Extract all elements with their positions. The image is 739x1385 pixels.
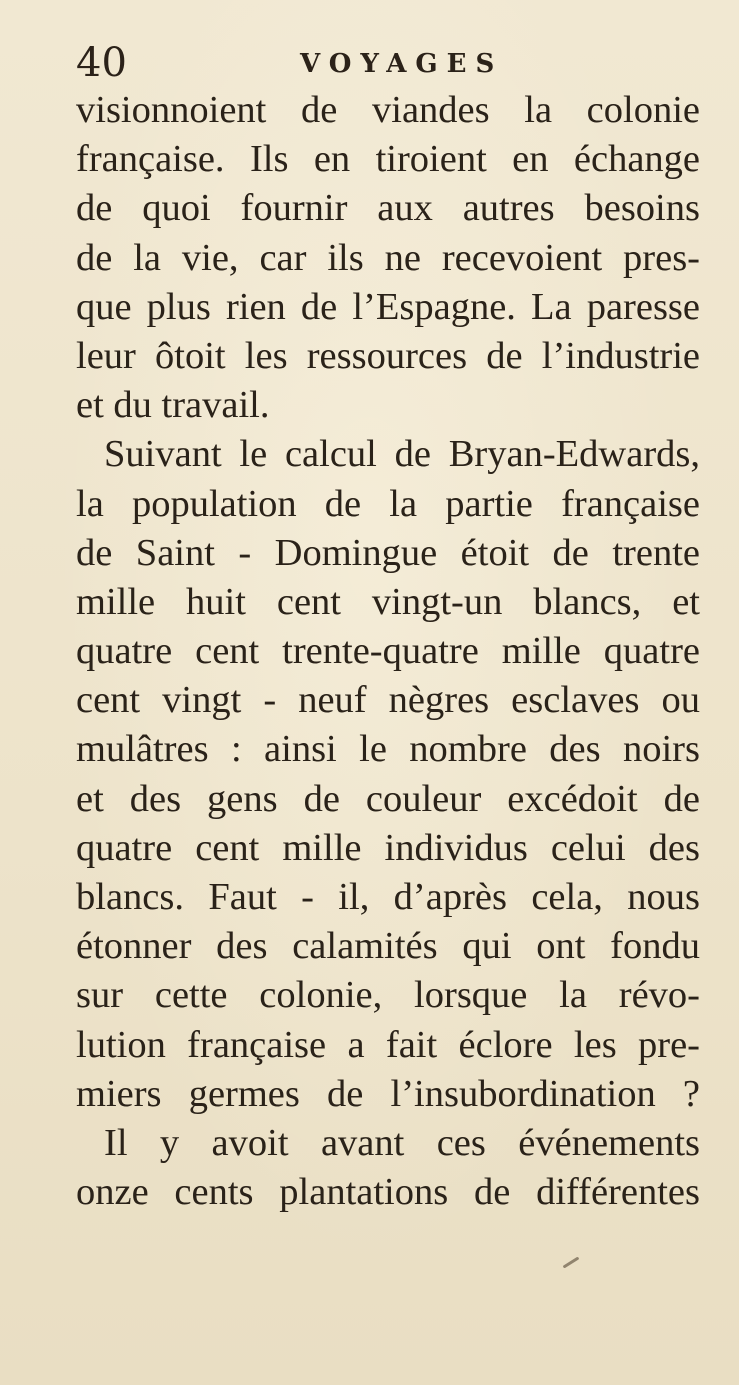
- text-line: française. Ils en tiroient en échange: [76, 138, 700, 181]
- page-header: [76, 38, 696, 88]
- text-line: miers germes de l’insubordination ?: [76, 1072, 700, 1115]
- text-line: sur cette colonie, lorsque la révo-: [76, 974, 700, 1017]
- text-line: que plus rien de l’Espagne. La paresse: [76, 285, 700, 328]
- text-line: de Saint - Domingue étoit de trente: [76, 531, 700, 574]
- text-line: quatre cent mille individus celui des: [76, 826, 700, 869]
- text-line: blancs. Faut - il, d’après cela, nous: [76, 876, 700, 918]
- text-line: cent vingt - neuf nègres esclaves ou: [76, 679, 700, 722]
- paragraph-start-line: Suivant le calcul de Bryan-Edwards,: [104, 433, 700, 476]
- ink-mark: [563, 1256, 580, 1268]
- text-line: quatre cent trente-quatre mille quatre: [76, 630, 700, 673]
- text-line: étonner des calamités qui ont fondu: [76, 925, 700, 968]
- text-line: onze cents plantations de différentes: [76, 1171, 700, 1214]
- text-line: et des gens de couleur excédoit de: [76, 777, 700, 820]
- text-line: la population de la partie française: [76, 482, 700, 525]
- text-line: visionnoient de viandes la colonie: [76, 89, 700, 131]
- paragraph-start-line: Il y avoit avant ces événements: [104, 1121, 700, 1164]
- text-line: et du travail.: [76, 384, 270, 427]
- text-line: mille huit cent vingt-un blancs, et: [76, 580, 700, 623]
- text-line: de la vie, car ils ne recevoient pres-: [76, 236, 700, 279]
- text-line: mulâtres : ainsi le nombre des noirs: [76, 728, 700, 771]
- text-line: lution française a fait éclore les pre-: [76, 1023, 700, 1066]
- running-title: VOYAGES: [300, 49, 504, 79]
- text-line: leur ôtoit les ressources de l’industrie: [76, 334, 700, 377]
- body-text: [76, 86, 700, 1217]
- text-line: de quoi fournir aux autres besoins: [76, 187, 700, 230]
- page-number: 40: [76, 40, 127, 86]
